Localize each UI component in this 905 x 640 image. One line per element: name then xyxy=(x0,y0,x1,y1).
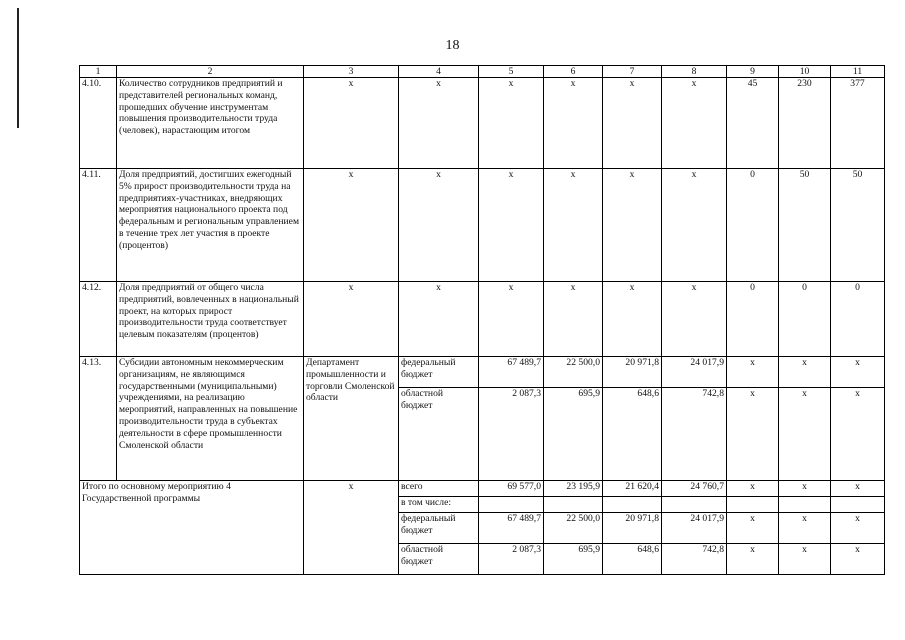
header-cell: 3 xyxy=(304,66,399,78)
table-cell: x xyxy=(544,169,603,282)
table-cell: 67 489,7 xyxy=(479,357,544,388)
table-cell: x xyxy=(831,513,885,544)
header-cell: 11 xyxy=(831,66,885,78)
table-cell xyxy=(831,497,885,513)
row-number: 4.11. xyxy=(80,169,117,282)
table-cell: x xyxy=(304,78,399,169)
row-description: Доля предприятий от общего числа предприятий, вовлеченных в национальный проект, на которых прирост производительности труда соответствует целевым показателям (процентов) xyxy=(117,282,304,357)
table-cell: 0 xyxy=(727,169,779,282)
table-cell xyxy=(479,497,544,513)
table-cell: 22 500,0 xyxy=(544,357,603,388)
table-row xyxy=(80,78,885,169)
table-cell: 0 xyxy=(727,282,779,357)
header-cell: 10 xyxy=(779,66,831,78)
table-cell xyxy=(544,497,603,513)
table-cell: x xyxy=(662,78,727,169)
table-cell: x xyxy=(544,78,603,169)
table-cell: x xyxy=(727,388,779,481)
table-cell: 24 017,9 xyxy=(662,513,727,544)
table-row xyxy=(80,481,885,497)
table-cell: x xyxy=(727,357,779,388)
table-cell: 22 500,0 xyxy=(544,513,603,544)
row-number: 4.12. xyxy=(80,282,117,357)
page-number: 18 xyxy=(445,38,460,53)
table-cell: 2 087,3 xyxy=(479,388,544,481)
table-cell: x xyxy=(603,78,662,169)
table-cell: x xyxy=(831,357,885,388)
funding-source: федеральный бюджет xyxy=(399,357,479,388)
header-cell: 8 xyxy=(662,66,727,78)
header-cell: 5 xyxy=(479,66,544,78)
table-cell: 67 489,7 xyxy=(479,513,544,544)
table-cell: x xyxy=(304,282,399,357)
table-cell: x xyxy=(304,169,399,282)
funding-source: областной бюджет xyxy=(399,388,479,481)
table-cell: x xyxy=(603,282,662,357)
program-table xyxy=(79,65,885,575)
table-cell: x xyxy=(831,544,885,575)
table-row xyxy=(80,282,885,357)
header-cell: 7 xyxy=(603,66,662,78)
table-cell: x xyxy=(831,481,885,497)
table-cell: 695,9 xyxy=(544,388,603,481)
table-cell: x xyxy=(399,169,479,282)
table-cell: 648,6 xyxy=(603,544,662,575)
table-cell: x xyxy=(662,169,727,282)
table-row xyxy=(80,357,885,388)
table-cell: 377 xyxy=(831,78,885,169)
header-row xyxy=(80,66,885,78)
table-cell: x xyxy=(727,544,779,575)
table-cell: x xyxy=(544,282,603,357)
table-cell xyxy=(662,497,727,513)
table-cell: 742,8 xyxy=(662,388,727,481)
table-cell: 0 xyxy=(779,282,831,357)
table-cell xyxy=(727,497,779,513)
header-cell: 2 xyxy=(117,66,304,78)
total-label: Итого по основному мероприятию 4 Государственной программы xyxy=(80,481,304,575)
header-cell: 6 xyxy=(544,66,603,78)
funding-source: федеральный бюджет xyxy=(399,513,479,544)
row-number: 4.10. xyxy=(80,78,117,169)
table-cell xyxy=(603,497,662,513)
table-cell: x xyxy=(779,388,831,481)
row-number: 4.13. xyxy=(80,357,117,481)
table-cell xyxy=(779,497,831,513)
table-cell: 23 195,9 xyxy=(544,481,603,497)
table-cell: 20 971,8 xyxy=(603,513,662,544)
table-cell: x xyxy=(779,544,831,575)
funding-source: всего xyxy=(399,481,479,497)
row-description: Субсидии автономным некоммерческим организациям, не являющимся государственными (муниципальными) учреждениями, на реализацию мероприятий, направленных на повышение производительности труда в субъектах деятельности в сфере промышленности Смоленской области xyxy=(117,357,304,481)
table-cell: x xyxy=(304,481,399,575)
table-cell: 742,8 xyxy=(662,544,727,575)
table-cell: 21 620,4 xyxy=(603,481,662,497)
header-cell: 4 xyxy=(399,66,479,78)
header-cell: 9 xyxy=(727,66,779,78)
row-description: Количество сотрудников предприятий и представителей региональных команд, прошедших обучение инструментам повышения производительности труда (человек), нарастающим итогом xyxy=(117,78,304,169)
table-cell: x xyxy=(479,282,544,357)
table-cell: 45 xyxy=(727,78,779,169)
table-row xyxy=(80,169,885,282)
funding-source: в том числе: xyxy=(399,497,479,513)
table-cell: 24 017,9 xyxy=(662,357,727,388)
table-cell: x xyxy=(479,78,544,169)
table-cell: x xyxy=(779,513,831,544)
table-cell: x xyxy=(479,169,544,282)
table-cell: x xyxy=(603,169,662,282)
row-description: Доля предприятий, достигших ежегодный 5% прирост производительности труда на предприятиях-участниках, внедряющих мероприятия национального проекта под федеральным и региональным управлением в течение трех лет участия в проекте (процентов) xyxy=(117,169,304,282)
table-cell: x xyxy=(399,78,479,169)
table-cell: x xyxy=(831,388,885,481)
table-cell: x xyxy=(399,282,479,357)
table-cell: 50 xyxy=(831,169,885,282)
funding-source: областной бюджет xyxy=(399,544,479,575)
table-cell: 0 xyxy=(831,282,885,357)
table-cell: x xyxy=(727,481,779,497)
table-cell: 69 577,0 xyxy=(479,481,544,497)
table-cell: 2 087,3 xyxy=(479,544,544,575)
header-cell: 1 xyxy=(80,66,117,78)
table-cell: 230 xyxy=(779,78,831,169)
table-cell: x xyxy=(779,357,831,388)
table-cell: 50 xyxy=(779,169,831,282)
table-cell: x xyxy=(727,513,779,544)
responsible-executor: Департамент промышленности и торговли Смоленской области xyxy=(304,357,399,481)
scan-edge-line xyxy=(17,8,19,128)
table-cell: 695,9 xyxy=(544,544,603,575)
table-cell: x xyxy=(662,282,727,357)
table-cell: x xyxy=(779,481,831,497)
table-cell: 648,6 xyxy=(603,388,662,481)
table-cell: 20 971,8 xyxy=(603,357,662,388)
table-cell: 24 760,7 xyxy=(662,481,727,497)
